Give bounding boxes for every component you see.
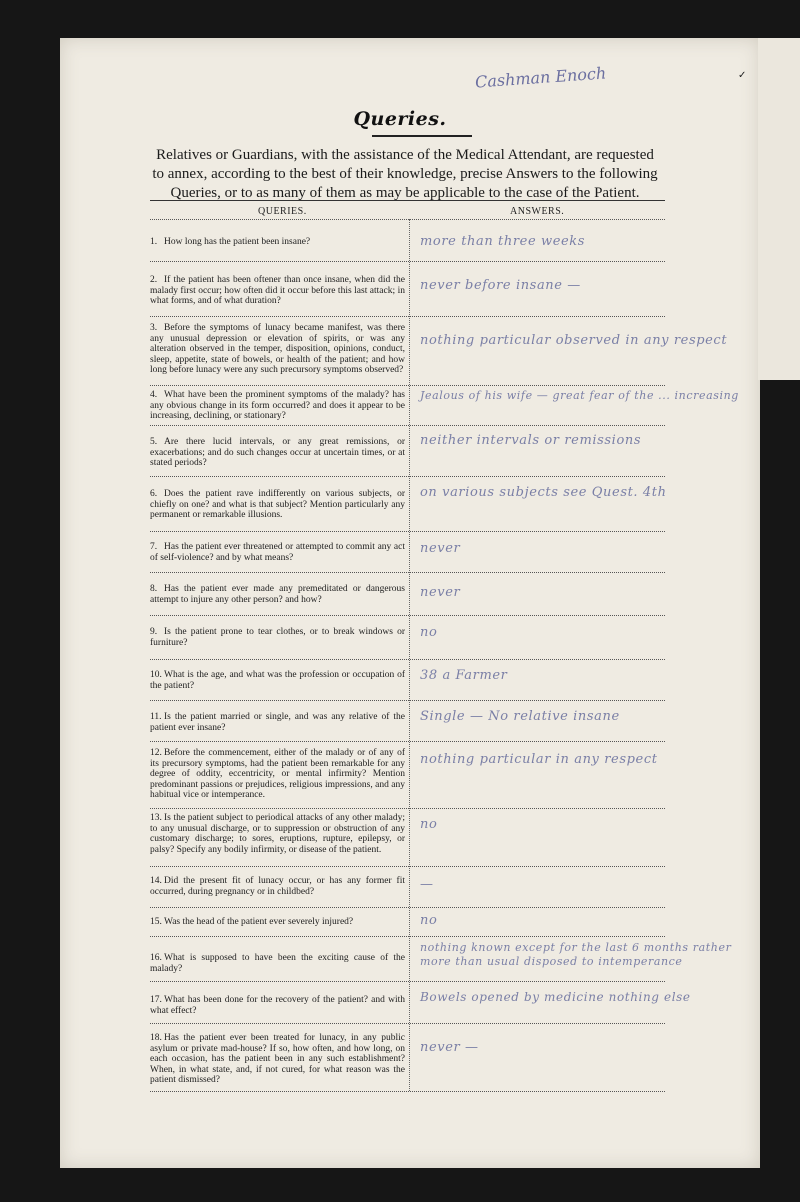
row-separator [150, 741, 665, 742]
query-5: 5. Are there lucid intervals, or any great remissions, or exacerbations; and do such changes occur at uncertain times, or at stated periods? [150, 437, 405, 468]
query-6: 6. Does the patient rave indifferently on various subjects, or chiefly on one? and what is that subject? Mention particularly any permanent or remarkable illusions. [150, 489, 405, 520]
answer-7: never [420, 541, 461, 556]
row-separator [150, 936, 665, 937]
title-underline [372, 135, 472, 137]
row-separator [150, 261, 665, 262]
row-separator [150, 700, 665, 701]
answer-8: never [420, 585, 461, 600]
answer-18: never — [420, 1040, 479, 1055]
answers-column-header: ANSWERS. [510, 206, 565, 217]
query-2: 2. If the patient has been oftener than once insane, when did the malady first occur; how often did it occur before this last attack; in what forms, and of what duration? [150, 275, 405, 306]
table-top-rule [150, 200, 665, 201]
query-17: 17. What has been done for the recovery of the patient? and with what effect? [150, 995, 405, 1016]
answer-4: Jealous of his wife — great fear of the ... increasing [420, 389, 739, 402]
row-separator [150, 316, 665, 317]
row-separator [150, 981, 665, 982]
query-10: 10. What is the age, and what was the profession or occupation of the patient? [150, 670, 405, 691]
row-separator [150, 531, 665, 532]
query-14: 14. Did the present fit of lunacy occur, or has any former fit occurred, during pregnancy or in childbed? [150, 876, 405, 897]
answer-14: — [420, 877, 434, 892]
queries-column-header: QUERIES. [258, 206, 307, 217]
answer-12: nothing particular in any respect [420, 752, 658, 767]
query-1: 1. How long has the patient been insane? [150, 237, 311, 247]
query-13: 13. Is the patient subject to periodical attacks of any other malady; to any unusual discharge, or to suppression or obstruction of any customary discharge; to sores, eruptions, rupture, epilepsy, or palsy? Specify any bodily infirmity, or disease of the patient. [150, 813, 405, 855]
row-separator [150, 476, 665, 477]
column-divider [409, 219, 410, 1091]
answer-10: 38 a Farmer [420, 668, 508, 683]
query-11: 11. Is the patient married or single, and was any relative of the patient ever insane? [150, 712, 405, 733]
answer-6: on various subjects see Quest. 4th [420, 485, 667, 500]
query-3: 3. Before the symptoms of lunacy became manifest, was there any unusual depression or elevation of spirits, or was any alteration observed in the temper, disposition, opinions, conduct, sleep, appetite, state of bowels, or health of the patient; and how long before lunacy were any such precursory symptoms observed? [150, 323, 405, 375]
answer-13: no [420, 817, 438, 832]
query-16: 16. What is supposed to have been the exciting cause of the malady? [150, 953, 405, 974]
answer-9: no [420, 625, 438, 640]
row-separator [150, 907, 665, 908]
answer-3: nothing particular observed in any respect [420, 333, 728, 348]
header-rule [150, 219, 665, 220]
answer-17: Bowels opened by medicine nothing else [420, 990, 691, 1004]
page-title: Queries. [353, 108, 447, 130]
query-8: 8. Has the patient ever made any premeditated or dangerous attempt to injure any other person? and how? [150, 584, 405, 605]
row-separator [150, 572, 665, 573]
row-separator [150, 615, 665, 616]
answer-5: neither intervals or remissions [420, 433, 642, 448]
row-separator [150, 1023, 665, 1024]
query-15: 15. Was the head of the patient ever severely injured? [150, 917, 354, 927]
query-9: 9. Is the patient prone to tear clothes, or to break windows or furniture? [150, 627, 405, 648]
answer-2: never before insane — [420, 278, 581, 293]
row-separator [150, 385, 665, 386]
query-12: 12. Before the commencement, either of the malady or of any of its precursory symptoms, had the patient been remarkable for any degree of oddity, eccentricity, or mental infirmity? Mention predominant passions or prejudices, religious impressions, and any habitual vice or intemperance. [150, 748, 405, 800]
row-separator [150, 866, 665, 867]
query-7: 7. Has the patient ever threatened or attempted to commit any act of self-violence? and by what means? [150, 542, 405, 563]
row-separator [150, 808, 665, 809]
query-18: 18. Has the patient ever been treated for lunacy, in any public asylum or private mad-house? If so, how often, and how long, on each occasion, has the patient been in any such establishment? When, in what state, and, if not cured, for what reason was the patient dismissed? [150, 1033, 405, 1085]
instructions-paragraph: Relatives or Guardians, with the assistance of the Medical Attendant, are requested to annex, according to the best of their knowledge, precise Answers to the following Queries, or to as many of them as may be applicable to the case of the Patient. [152, 147, 658, 201]
handwritten-name-annotation: Cashman Enoch [474, 63, 607, 92]
answer-11: Single — No relative insane [420, 709, 620, 724]
answer-16: nothing known except for the last 6 months rather more than usual disposed to intemperance [420, 941, 732, 968]
query-4: 4. What have been the prominent symptoms of the malady? has any obvious change in its form occurred? and does it appear to be increasing, declining, or stationary? [150, 390, 405, 421]
page-mark: ✓ [738, 70, 747, 81]
row-separator [150, 425, 665, 426]
answer-15: no [420, 913, 438, 928]
table-bottom-rule [150, 1091, 665, 1092]
answer-1: more than three weeks [420, 234, 586, 249]
adjacent-page-edge [758, 38, 800, 380]
row-separator [150, 659, 665, 660]
